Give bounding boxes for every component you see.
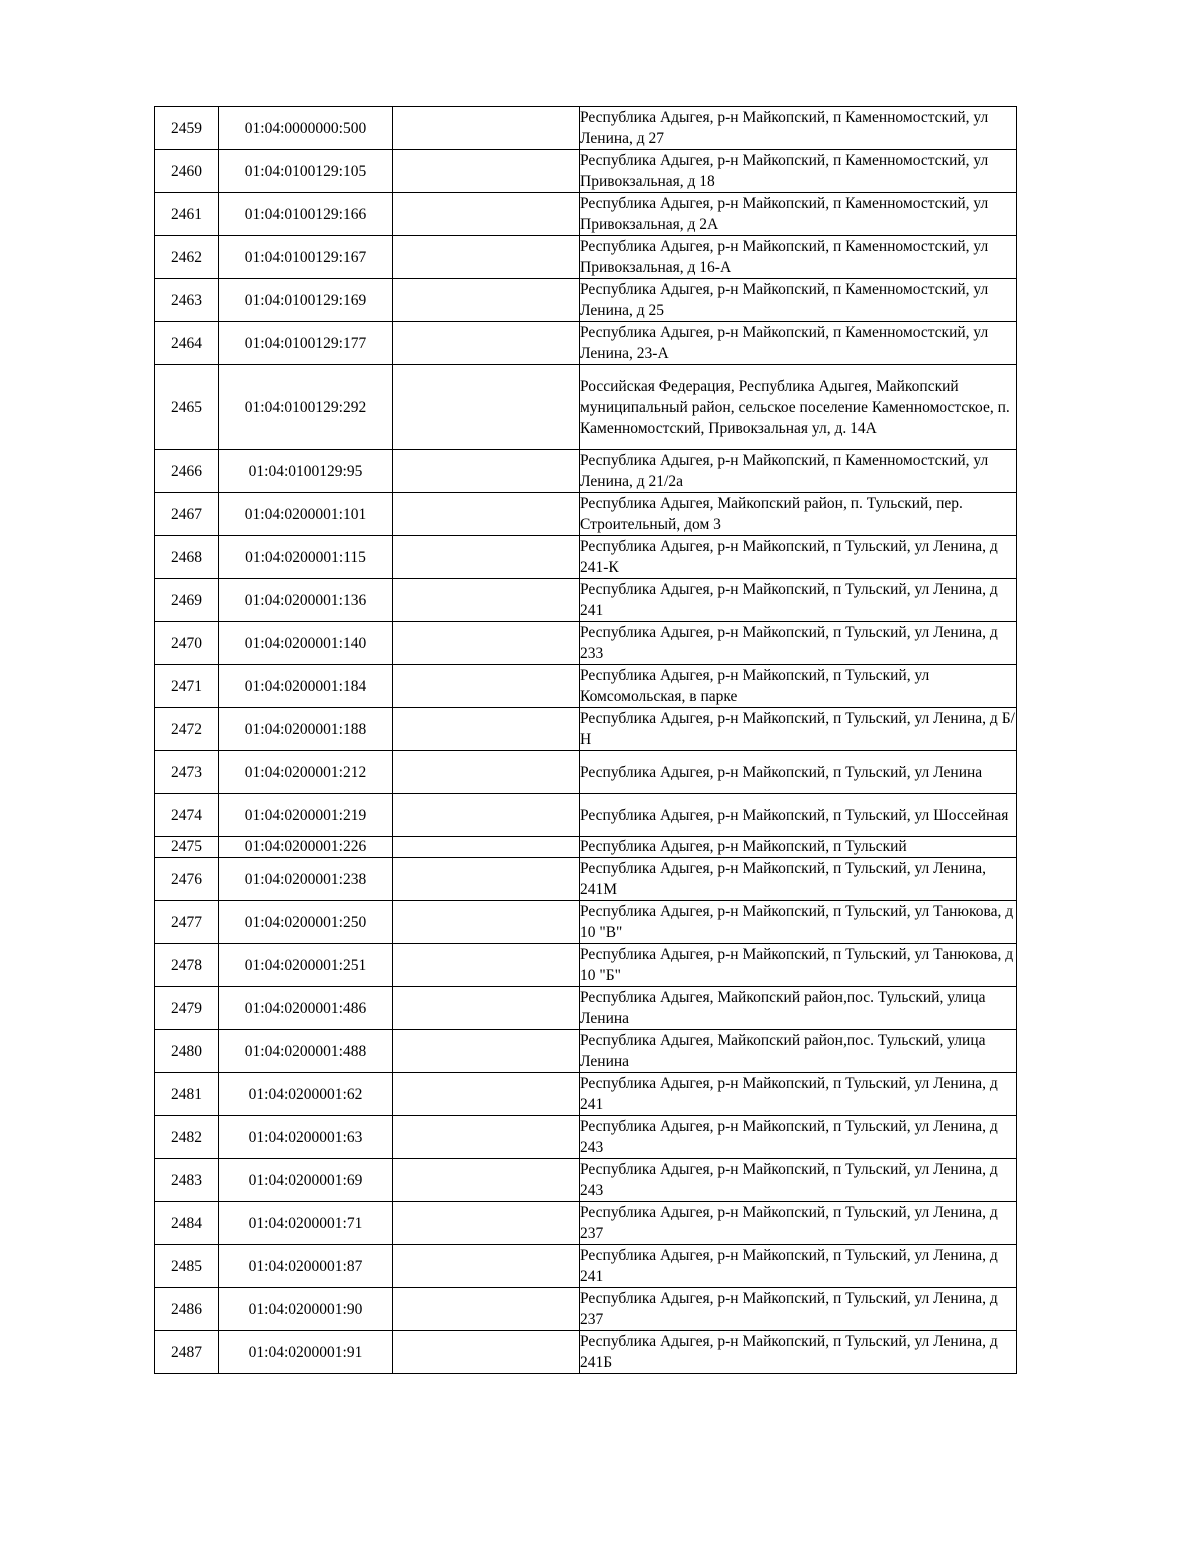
cadastral-number: 01:04:0200001:238: [219, 858, 393, 901]
row-number: 2483: [155, 1159, 219, 1202]
empty-cell: [393, 1245, 580, 1288]
row-number: 2476: [155, 858, 219, 901]
cadastral-number: 01:04:0200001:62: [219, 1073, 393, 1116]
address-cell: Республика Адыгея, р-н Майкопский, п Тульский, ул Ленина, 241М: [580, 858, 1017, 901]
empty-cell: [393, 150, 580, 193]
row-number: 2472: [155, 708, 219, 751]
table-row: [155, 536, 1017, 579]
table-row: [155, 837, 1017, 858]
table-row: [155, 493, 1017, 536]
table-row: [155, 236, 1017, 279]
table-row: [155, 1159, 1017, 1202]
table-row: [155, 665, 1017, 708]
table-row: [155, 1288, 1017, 1331]
row-number: 2459: [155, 107, 219, 150]
empty-cell: [393, 987, 580, 1030]
empty-cell: [393, 236, 580, 279]
empty-cell: [393, 1030, 580, 1073]
empty-cell: [393, 322, 580, 365]
address-cell: Республика Адыгея, р-н Майкопский, п Тульский, ул Ленина, д 241-К: [580, 536, 1017, 579]
row-number: 2461: [155, 193, 219, 236]
address-cell: Российская Федерация, Республика Адыгея, Майкопский муниципальный район, сельское поселение Каменномостское, п. Каменномостский, Привокзальная ул, д. 14А: [580, 365, 1017, 450]
table-row: [155, 193, 1017, 236]
table-row: [155, 708, 1017, 751]
empty-cell: [393, 708, 580, 751]
empty-cell: [393, 279, 580, 322]
address-cell: Республика Адыгея, р-н Майкопский, п Тульский, ул Ленина, д 237: [580, 1202, 1017, 1245]
table-row: [155, 944, 1017, 987]
table-row: [155, 1030, 1017, 1073]
table-row: [155, 1202, 1017, 1245]
row-number: 2477: [155, 901, 219, 944]
cadastral-number: 01:04:0200001:226: [219, 837, 393, 858]
address-cell: Республика Адыгея, р-н Майкопский, п Тульский, ул Ленина: [580, 751, 1017, 794]
empty-cell: [393, 1331, 580, 1374]
address-cell: Республика Адыгея, р-н Майкопский, п Тульский, ул Танюкова, д 10 "Б": [580, 944, 1017, 987]
row-number: 2482: [155, 1116, 219, 1159]
empty-cell: [393, 365, 580, 450]
empty-cell: [393, 493, 580, 536]
empty-cell: [393, 1202, 580, 1245]
cadastral-number: 01:04:0200001:90: [219, 1288, 393, 1331]
empty-cell: [393, 794, 580, 837]
table-row: [155, 794, 1017, 837]
row-number: 2470: [155, 622, 219, 665]
table-row: [155, 450, 1017, 493]
table-row: [155, 365, 1017, 450]
row-number: 2463: [155, 279, 219, 322]
cadastral-number: 01:04:0000000:500: [219, 107, 393, 150]
empty-cell: [393, 107, 580, 150]
row-number: 2478: [155, 944, 219, 987]
address-cell: Республика Адыгея, р-н Майкопский, п Каменномостский, ул Ленина, 23-А: [580, 322, 1017, 365]
address-cell: Республика Адыгея, р-н Майкопский, п Тульский, ул Ленина, д 241: [580, 579, 1017, 622]
cadastral-number: 01:04:0200001:250: [219, 901, 393, 944]
table-row: [155, 150, 1017, 193]
empty-cell: [393, 1116, 580, 1159]
table-row: [155, 322, 1017, 365]
address-cell: Республика Адыгея, р-н Майкопский, п Тульский, ул Ленина, д 241: [580, 1245, 1017, 1288]
address-cell: Республика Адыгея, Майкопский район,пос. Тульский, улица Ленина: [580, 987, 1017, 1030]
table-row: [155, 107, 1017, 150]
address-cell: Республика Адыгея, р-н Майкопский, п Тульский, ул Ленина, д Б/Н: [580, 708, 1017, 751]
table-row: [155, 901, 1017, 944]
address-cell: Республика Адыгея, р-н Майкопский, п Тульский, ул Танюкова, д 10 "В": [580, 901, 1017, 944]
address-cell: Республика Адыгея, р-н Майкопский, п Тульский, ул Шоссейная: [580, 794, 1017, 837]
address-cell: Республика Адыгея, р-н Майкопский, п Каменномостский, ул Привокзальная, д 2А: [580, 193, 1017, 236]
cadastral-number: 01:04:0200001:136: [219, 579, 393, 622]
address-cell: Республика Адыгея, Майкопский район,пос. Тульский, улица Ленина: [580, 1030, 1017, 1073]
cadastral-number: 01:04:0200001:188: [219, 708, 393, 751]
table-row: [155, 279, 1017, 322]
cadastral-number: 01:04:0200001:184: [219, 665, 393, 708]
row-number: 2464: [155, 322, 219, 365]
row-number: 2485: [155, 1245, 219, 1288]
address-cell: Республика Адыгея, Майкопский район, п. Тульский, пер. Строительный, дом 3: [580, 493, 1017, 536]
empty-cell: [393, 901, 580, 944]
empty-cell: [393, 536, 580, 579]
row-number: 2460: [155, 150, 219, 193]
cadastral-number: 01:04:0200001:87: [219, 1245, 393, 1288]
row-number: 2473: [155, 751, 219, 794]
row-number: 2484: [155, 1202, 219, 1245]
cadastral-number: 01:04:0100129:169: [219, 279, 393, 322]
empty-cell: [393, 858, 580, 901]
row-number: 2475: [155, 837, 219, 858]
cadastral-number: 01:04:0200001:91: [219, 1331, 393, 1374]
row-number: 2469: [155, 579, 219, 622]
table-row: [155, 1116, 1017, 1159]
cadastral-number: 01:04:0200001:71: [219, 1202, 393, 1245]
row-number: 2486: [155, 1288, 219, 1331]
row-number: 2467: [155, 493, 219, 536]
row-number: 2462: [155, 236, 219, 279]
table-row: [155, 579, 1017, 622]
empty-cell: [393, 751, 580, 794]
row-number: 2466: [155, 450, 219, 493]
address-cell: Республика Адыгея, р-н Майкопский, п Каменномостский, ул Привокзальная, д 18: [580, 150, 1017, 193]
cadastral-number: 01:04:0200001:212: [219, 751, 393, 794]
empty-cell: [393, 450, 580, 493]
table-row: [155, 1073, 1017, 1116]
cadastral-number: 01:04:0200001:140: [219, 622, 393, 665]
empty-cell: [393, 1073, 580, 1116]
empty-cell: [393, 944, 580, 987]
empty-cell: [393, 837, 580, 858]
row-number: 2487: [155, 1331, 219, 1374]
cadastral-number: 01:04:0100129:95: [219, 450, 393, 493]
address-cell: Республика Адыгея, р-н Майкопский, п Каменномостский, ул Ленина, д 27: [580, 107, 1017, 150]
table-row: [155, 751, 1017, 794]
address-cell: Республика Адыгея, р-н Майкопский, п Тульский, ул Ленина, д 243: [580, 1116, 1017, 1159]
cadastral-number: 01:04:0100129:177: [219, 322, 393, 365]
address-cell: Республика Адыгея, р-н Майкопский, п Каменномостский, ул Привокзальная, д 16-А: [580, 236, 1017, 279]
cadastral-number: 01:04:0200001:101: [219, 493, 393, 536]
cadastral-number: 01:04:0200001:219: [219, 794, 393, 837]
row-number: 2468: [155, 536, 219, 579]
row-number: 2474: [155, 794, 219, 837]
table-row: [155, 987, 1017, 1030]
cadastral-number: 01:04:0200001:69: [219, 1159, 393, 1202]
registry-table: [154, 106, 1017, 1374]
address-cell: Республика Адыгея, р-н Майкопский, п Тульский, ул Комсомольская, в парке: [580, 665, 1017, 708]
cadastral-number: 01:04:0200001:486: [219, 987, 393, 1030]
table-row: [155, 1245, 1017, 1288]
table-row: [155, 622, 1017, 665]
address-cell: Республика Адыгея, р-н Майкопский, п Каменномостский, ул Ленина, д 21/2а: [580, 450, 1017, 493]
row-number: 2479: [155, 987, 219, 1030]
cadastral-number: 01:04:0100129:292: [219, 365, 393, 450]
empty-cell: [393, 622, 580, 665]
cadastral-number: 01:04:0100129:167: [219, 236, 393, 279]
address-cell: Республика Адыгея, р-н Майкопский, п Тульский, ул Ленина, д 237: [580, 1288, 1017, 1331]
table-row: [155, 1331, 1017, 1374]
empty-cell: [393, 1159, 580, 1202]
table-row: [155, 858, 1017, 901]
cadastral-number: 01:04:0200001:251: [219, 944, 393, 987]
row-number: 2465: [155, 365, 219, 450]
cadastral-number: 01:04:0100129:105: [219, 150, 393, 193]
empty-cell: [393, 579, 580, 622]
row-number: 2471: [155, 665, 219, 708]
address-cell: Республика Адыгея, р-н Майкопский, п Тульский, ул Ленина, д 241Б: [580, 1331, 1017, 1374]
address-cell: Республика Адыгея, р-н Майкопский, п Каменномостский, ул Ленина, д 25: [580, 279, 1017, 322]
address-cell: Республика Адыгея, р-н Майкопский, п Тульский, ул Ленина, д 243: [580, 1159, 1017, 1202]
empty-cell: [393, 665, 580, 708]
row-number: 2481: [155, 1073, 219, 1116]
empty-cell: [393, 1288, 580, 1331]
cadastral-number: 01:04:0200001:488: [219, 1030, 393, 1073]
row-number: 2480: [155, 1030, 219, 1073]
cadastral-number: 01:04:0100129:166: [219, 193, 393, 236]
address-cell: Республика Адыгея, р-н Майкопский, п Тульский: [580, 837, 1017, 858]
address-cell: Республика Адыгея, р-н Майкопский, п Тульский, ул Ленина, д 233: [580, 622, 1017, 665]
cadastral-number: 01:04:0200001:115: [219, 536, 393, 579]
address-cell: Республика Адыгея, р-н Майкопский, п Тульский, ул Ленина, д 241: [580, 1073, 1017, 1116]
empty-cell: [393, 193, 580, 236]
cadastral-number: 01:04:0200001:63: [219, 1116, 393, 1159]
